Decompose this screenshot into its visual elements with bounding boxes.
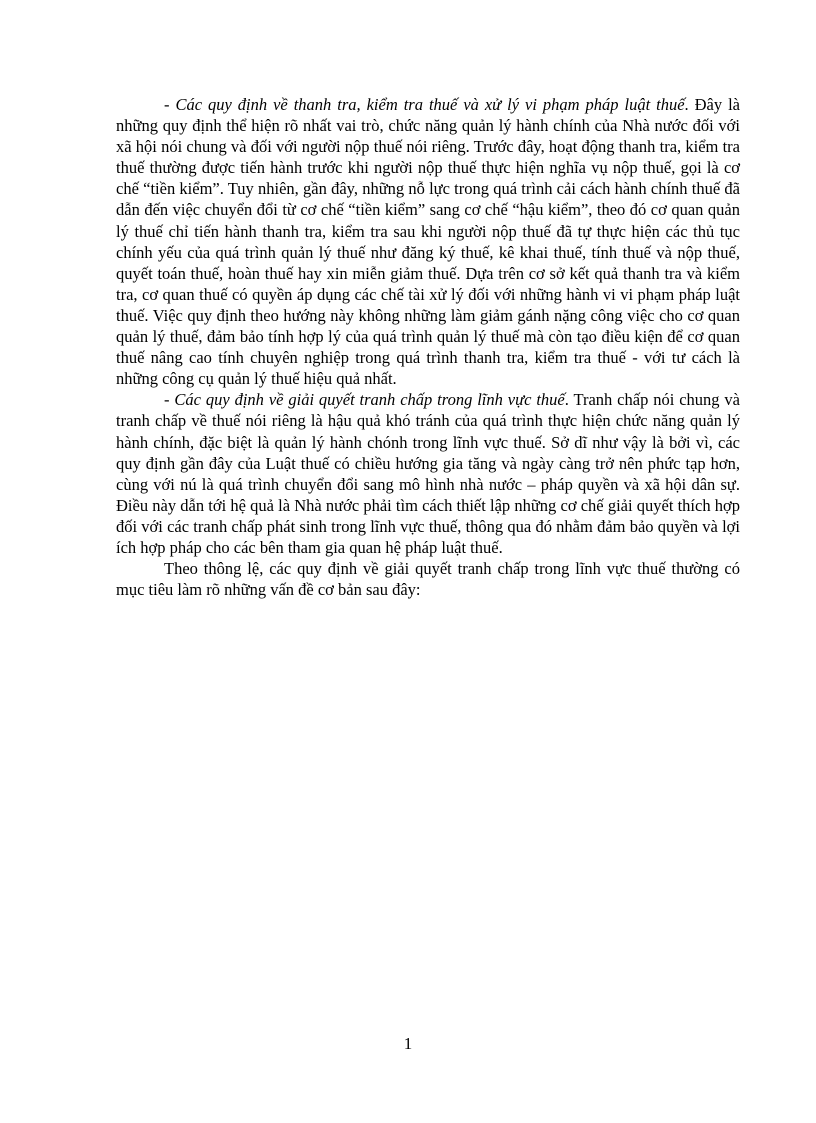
paragraph-conventions xyxy=(116,558,740,600)
paragraph-heading-italic: - Các quy định về giải quyết tranh chấp trong lĩnh vực thuế xyxy=(164,390,565,410)
paragraph-heading-italic: - Các quy định về thanh tra, kiểm tra thuế và xử lý vi phạm pháp luật thuế xyxy=(164,95,685,114)
document-page xyxy=(116,94,740,600)
paragraph-tax-disputes xyxy=(116,389,740,558)
paragraph-tax-inspection xyxy=(116,94,740,389)
paragraph-text: . Đây là những quy định thể hiện rõ nhất vai trò, chức năng quản lý hành chính của Nhà nước đối với xã hội nói chung và đối với người nộp thuế nói riêng. Trước đây, hoạt động thanh tra, kiểm tra thuế thường được tiến hành trước khi người nộp thuế thực hiện nghĩa vụ nộp thuế, gọi là cơ chế “tiền kiểm”. Tuy nhiên, gần đây, những nỗ lực trong quá trình cải cách hành chính thuế đã dẫn đến việc chuyển đổi từ cơ chế “tiền kiểm” sang cơ chế “hậu kiểm”, theo đó cơ quan quản lý thuế chỉ tiến hành thanh tra, kiểm tra sau khi người nộp thuế đã tự thực hiện các thủ tục chính yếu của quá trình quản lý thuế như đăng ký thuế, kê khai thuế, tính thuế và nộp thuế, quyết toán thuế, hoàn thuế hay xin miễn giảm thuế. Dựa trên cơ sở kết quả thanh tra và kiểm tra, cơ quan thuế có quyền áp dụng các chế tài xử lý đối với những hành vi vi phạm pháp luật thuế. Việc quy định theo hướng này không những làm giảm gánh nặng công việc cho cơ quan quản lý thuế, đảm bảo tính hợp lý của quá trình quản lý thuế mà còn tạo điều kiện để cơ quan thuế nâng cao tính chuyên nghiệp trong quá trình thanh tra, kiểm tra thuế - với tư cách là những công cụ quản lý thuế hiệu quả nhất. xyxy=(116,95,741,389)
paragraph-text: Theo thông lệ, các quy định về giải quyết tranh chấp trong lĩnh vực thuế thường có mục tiêu làm rõ những vấn đề cơ bản sau đây: xyxy=(116,559,740,600)
paragraph-text: . Tranh chấp nói chung và tranh chấp về thuế nói riêng là hậu quả khó tránh của quá trình thực hiện chức năng quản lý hành chính, đặc biệt là quản lý hành chónh trong lĩnh vực thuế. Sở dĩ như vậy là bởi vì, các quy định gần đây của Luật thuế có chiều hướng gia tăng và ngày càng trở nên phức tạp hơn, cùng với nú là quá trình chuyển đổi sang mô hình nhà nước – pháp quyền và xã hội dân sự. Điều này dẫn tới hệ quả là Nhà nước phải tìm cách thiết lập những cơ chế giải quyết thích hợp đối với các tranh chấp phát sinh trong lĩnh vực thuế, thông qua đó nhằm đảm bảo quyền và lợi ích hợp pháp cho các bên tham gia quan hệ pháp luật thuế. xyxy=(116,390,740,557)
page-number: 1 xyxy=(403,1034,413,1053)
